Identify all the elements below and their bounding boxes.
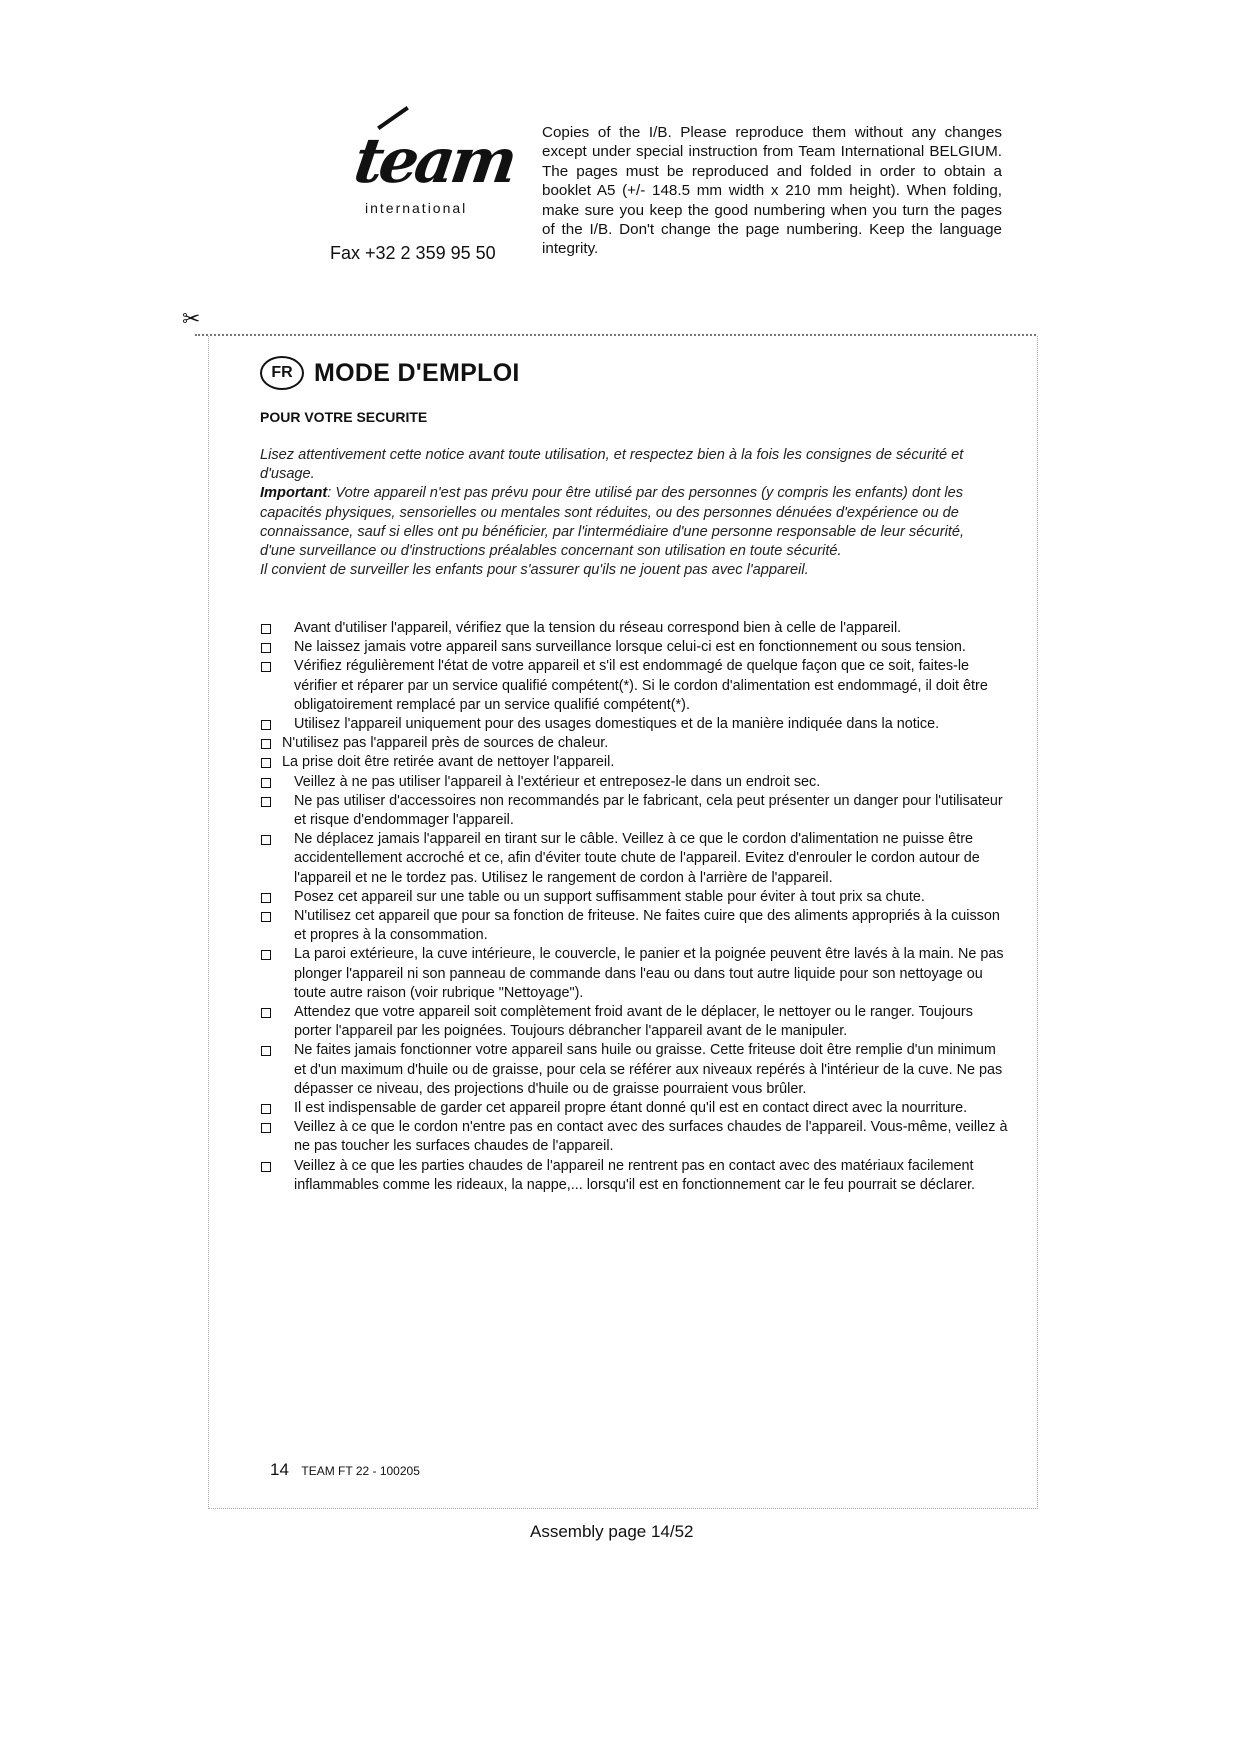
important-text: : Votre appareil n'est pas prévu pour être utilisé par des personnes (y compris les enfants) dont les capacités physiques, sensorielles ou mentales sont réduites, ou des personnes dénuées d'expérience ou de connaissance, sauf si elles ont pu bénéficier, par l'intermédiaire d'une personne responsable de leur sécurité, d'une surveillance ou d'instructions préalables concernant son utilisation en toute sécurité. — [260, 485, 965, 560]
checkbox-square-icon — [261, 893, 271, 903]
language-badge: FR — [260, 356, 304, 390]
assembly-page-label: Assembly page 14/52 — [530, 1522, 694, 1541]
list-item: Il est indispensable de garder cet appareil propre étant donné qu'il est en contact direct avec la nourriture. — [258, 1099, 1010, 1118]
list-item: Veillez à ne pas utiliser l'appareil à l'extérieur et entreposez-le dans un endroit sec. — [258, 773, 1010, 792]
list-item: Vérifiez régulièrement l'état de votre appareil et s'il est endommagé de quelque façon que ce soit, faites-le vérifier et réparer par un service qualifié compétent(*). Si le cordon d'alimentation est endommagé, il doit être obligatoirement remplacé par un service qualifié compétent(*). — [258, 657, 1010, 715]
children-paragraph: Il convient de surveiller les enfants pour s'assurer qu'ils ne jouent pas avec l'appareil. — [260, 562, 809, 579]
list-item: Ne laissez jamais votre appareil sans surveillance lorsque celui-ci est en fonctionnement ou sous tension. — [258, 638, 1010, 657]
list-item: La prise doit être retirée avant de nettoyer l'appareil. — [258, 753, 1010, 772]
checkbox-square-icon — [261, 1162, 271, 1172]
checkbox-square-icon — [261, 1104, 271, 1114]
list-item: Veillez à ce que les parties chaudes de l'appareil ne rentrent pas en contact avec des matériaux facilement inflammables comme les rideaux, la nappe,... lorsqu'il est en fonctionnement car le feu pourrait se déclarer. — [258, 1157, 1010, 1195]
model-reference: TEAM FT 22 - 100205 — [301, 1464, 420, 1478]
scissors-icon: ✂ — [182, 307, 201, 332]
team-international-logo — [345, 112, 519, 222]
logo-subtext: international — [365, 200, 468, 216]
list-item: Ne pas utiliser d'accessoires non recommandés par le fabricant, cela peut présenter un danger pour l'utilisateur et risque d'endommager l'appareil. — [258, 792, 1010, 830]
important-label: Important — [260, 485, 328, 502]
list-item: Posez cet appareil sur une table ou un support suffisamment stable pour éviter à tout prix sa chute. — [258, 888, 1010, 907]
list-item: N'utilisez cet appareil que pour sa fonction de friteuse. Ne faites cuire que des aliments appropriés à la cuisson et propres à la consommation. — [258, 907, 1010, 945]
page-number: 14 — [270, 1460, 289, 1479]
intro-paragraph: Lisez attentivement cette notice avant toute utilisation, et respectez bien à la fois les consignes de sécurité et d'usage. — [260, 447, 964, 483]
list-item: La paroi extérieure, la cuve intérieure, le couvercle, le panier et la poignée peuvent être lavés à la main. Ne pas plonger l'appareil ni son panneau de commande dans l'eau ou dans tout autre liquide pour son nettoyage ou toute autre raison (voir rubrique "Nettoyage"). — [258, 945, 1010, 1003]
checkbox-square-icon — [261, 739, 271, 749]
checkbox-square-icon — [261, 778, 271, 788]
logo-wordmark: team — [349, 124, 519, 197]
checkbox-square-icon — [261, 1123, 271, 1133]
important-paragraph — [260, 484, 985, 561]
checkbox-square-icon — [261, 1008, 271, 1018]
checkbox-square-icon — [261, 912, 271, 922]
safety-intro — [260, 446, 985, 580]
checkbox-square-icon — [261, 835, 271, 845]
list-item: Ne faites jamais fonctionner votre appareil sans huile ou graisse. Cette friteuse doit être remplie d'un minimum et d'un maximum d'huile ou de graisse, pour cela se référer aux niveaux repérés à l'intérieur de la cuve. Ne pas dépasser ce niveau, des projections d'huile ou de graisse pourraient vous brûler. — [258, 1041, 1010, 1099]
checkbox-square-icon — [261, 643, 271, 653]
checkbox-square-icon — [261, 624, 271, 634]
checkbox-square-icon — [261, 662, 271, 672]
manual-title-row — [260, 353, 520, 393]
list-item: Utilisez l'appareil uniquement pour des usages domestiques et de la manière indiquée dans la notice. — [258, 715, 1010, 734]
checkbox-square-icon — [261, 758, 271, 768]
section-heading: POUR VOTRE SECURITE — [260, 409, 428, 425]
list-item: N'utilisez pas l'appareil près de sources de chaleur. — [258, 734, 1010, 753]
list-item: Ne déplacez jamais l'appareil en tirant sur le câble. Veillez à ce que le cordon d'alimentation ne puisse être accidentellement accroché et ce, afin d'éviter toute chute de l'appareil. Evitez d'enrouler le cordon autour de l'appareil et ne le tordez pas. Utilisez le rangement de cordon à l'arrière de l'appareil. — [258, 830, 1010, 888]
reproduction-instructions: Copies of the I/B. Please reproduce them without any changes except under special instruction from Team International BELGIUM. The pages must be reproduced and folded in order to obtain a booklet A5 (+/- 148.5 mm width x 210 mm height). When folding, make sure you keep the good numbering when you turn the pages of the I/B. Don't change the page numbering. Keep the language integrity. — [542, 124, 1002, 258]
checkbox-square-icon — [261, 950, 271, 960]
checkbox-square-icon — [261, 720, 271, 730]
checkbox-square-icon — [261, 1046, 271, 1056]
page-footer — [270, 1460, 420, 1480]
checkbox-square-icon — [261, 797, 271, 807]
fax-number: Fax +32 2 359 95 50 — [330, 243, 496, 263]
manual-title: MODE D'EMPLOI — [314, 358, 520, 387]
list-item: Veillez à ce que le cordon n'entre pas en contact avec des surfaces chaudes de l'appareil. Vous-même, veillez à ne pas toucher les surfaces chaudes de l'appareil. — [258, 1118, 1010, 1156]
safety-bullet-list — [258, 619, 1010, 1195]
list-item: Attendez que votre appareil soit complètement froid avant de le déplacer, le nettoyer ou le ranger. Toujours porter l'appareil par les poignées. Toujours débrancher l'appareil avant de le manipuler. — [258, 1003, 1010, 1041]
list-item: Avant d'utiliser l'appareil, vérifiez que la tension du réseau correspond bien à celle de l'appareil. — [258, 619, 1010, 638]
